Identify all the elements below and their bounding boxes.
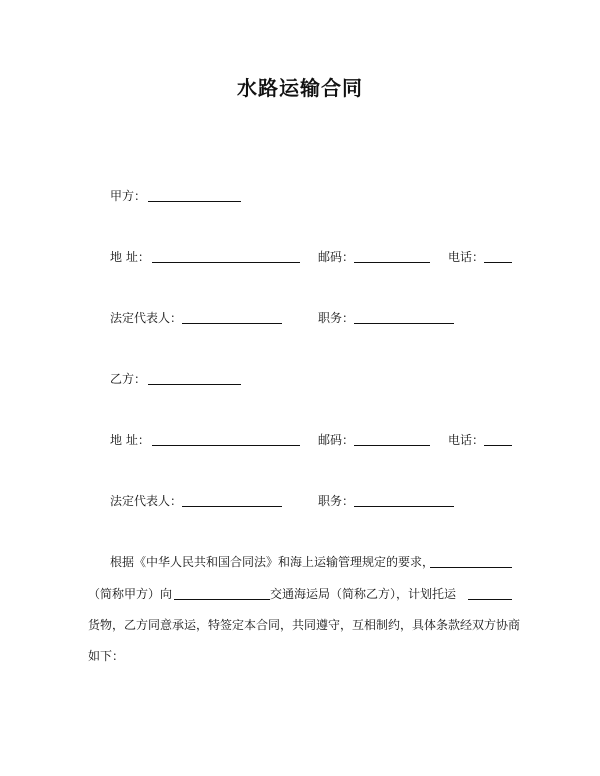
body-line-4-text: 如下： [88, 649, 125, 663]
party-b-phone-field[interactable] [484, 445, 512, 446]
body-line-3-text: 货物，乙方同意承运，特签定本合同，共同遵守，互相制约，具体条款经双方协商 [88, 618, 521, 632]
party-b-position-field[interactable] [354, 506, 454, 507]
party-b-label: 乙方： [110, 372, 147, 386]
body-line-2-text-b: 交通海运局（简称乙方），计划托运 [270, 587, 457, 601]
party-b-postcode-label: 邮码： [318, 433, 355, 447]
party-b-name-field[interactable] [148, 384, 241, 385]
party-a-postcode-field[interactable] [354, 262, 430, 263]
party-a-label: 甲方： [110, 189, 147, 203]
party-b-phone-label: 电话： [448, 433, 485, 447]
party-a-name-field[interactable] [148, 201, 241, 202]
party-a-postcode-label: 邮码： [318, 250, 355, 264]
document-title: 水路运输合同 [237, 76, 363, 100]
body-line-2-text-a: （简称甲方）向 [88, 587, 173, 601]
party-a-legal-rep-label: 法定代表人： [110, 311, 183, 325]
party-a-address-field[interactable] [152, 262, 300, 263]
party-b-legal-rep-label: 法定代表人： [110, 494, 183, 508]
party-a-phone-label: 电话： [448, 250, 485, 264]
body-line-4 [88, 648, 124, 664]
party-a-position-label: 职务： [318, 311, 355, 325]
party-a-address-label: 地 址： [110, 250, 150, 264]
body-line-1 [110, 554, 434, 570]
carrier-name-field[interactable] [174, 599, 270, 600]
party-b-postcode-field[interactable] [354, 445, 430, 446]
body-line-2b [270, 586, 456, 602]
body-line-1-text: 根据《中华人民共和国合同法》和海上运输管理规定的要求， [110, 555, 435, 569]
party-a-position-field[interactable] [354, 323, 454, 324]
party-b-position-label: 职务： [318, 494, 355, 508]
body-line-3 [88, 617, 520, 633]
party-a-legal-rep-field[interactable] [182, 323, 282, 324]
shipper-name-field[interactable] [430, 567, 512, 568]
party-b-address-field[interactable] [152, 445, 300, 446]
party-b-address-label: 地 址： [110, 433, 150, 447]
party-b-legal-rep-field[interactable] [182, 506, 282, 507]
cargo-name-field[interactable] [468, 599, 512, 600]
body-line-2 [88, 586, 172, 602]
party-a-phone-field[interactable] [484, 262, 512, 263]
